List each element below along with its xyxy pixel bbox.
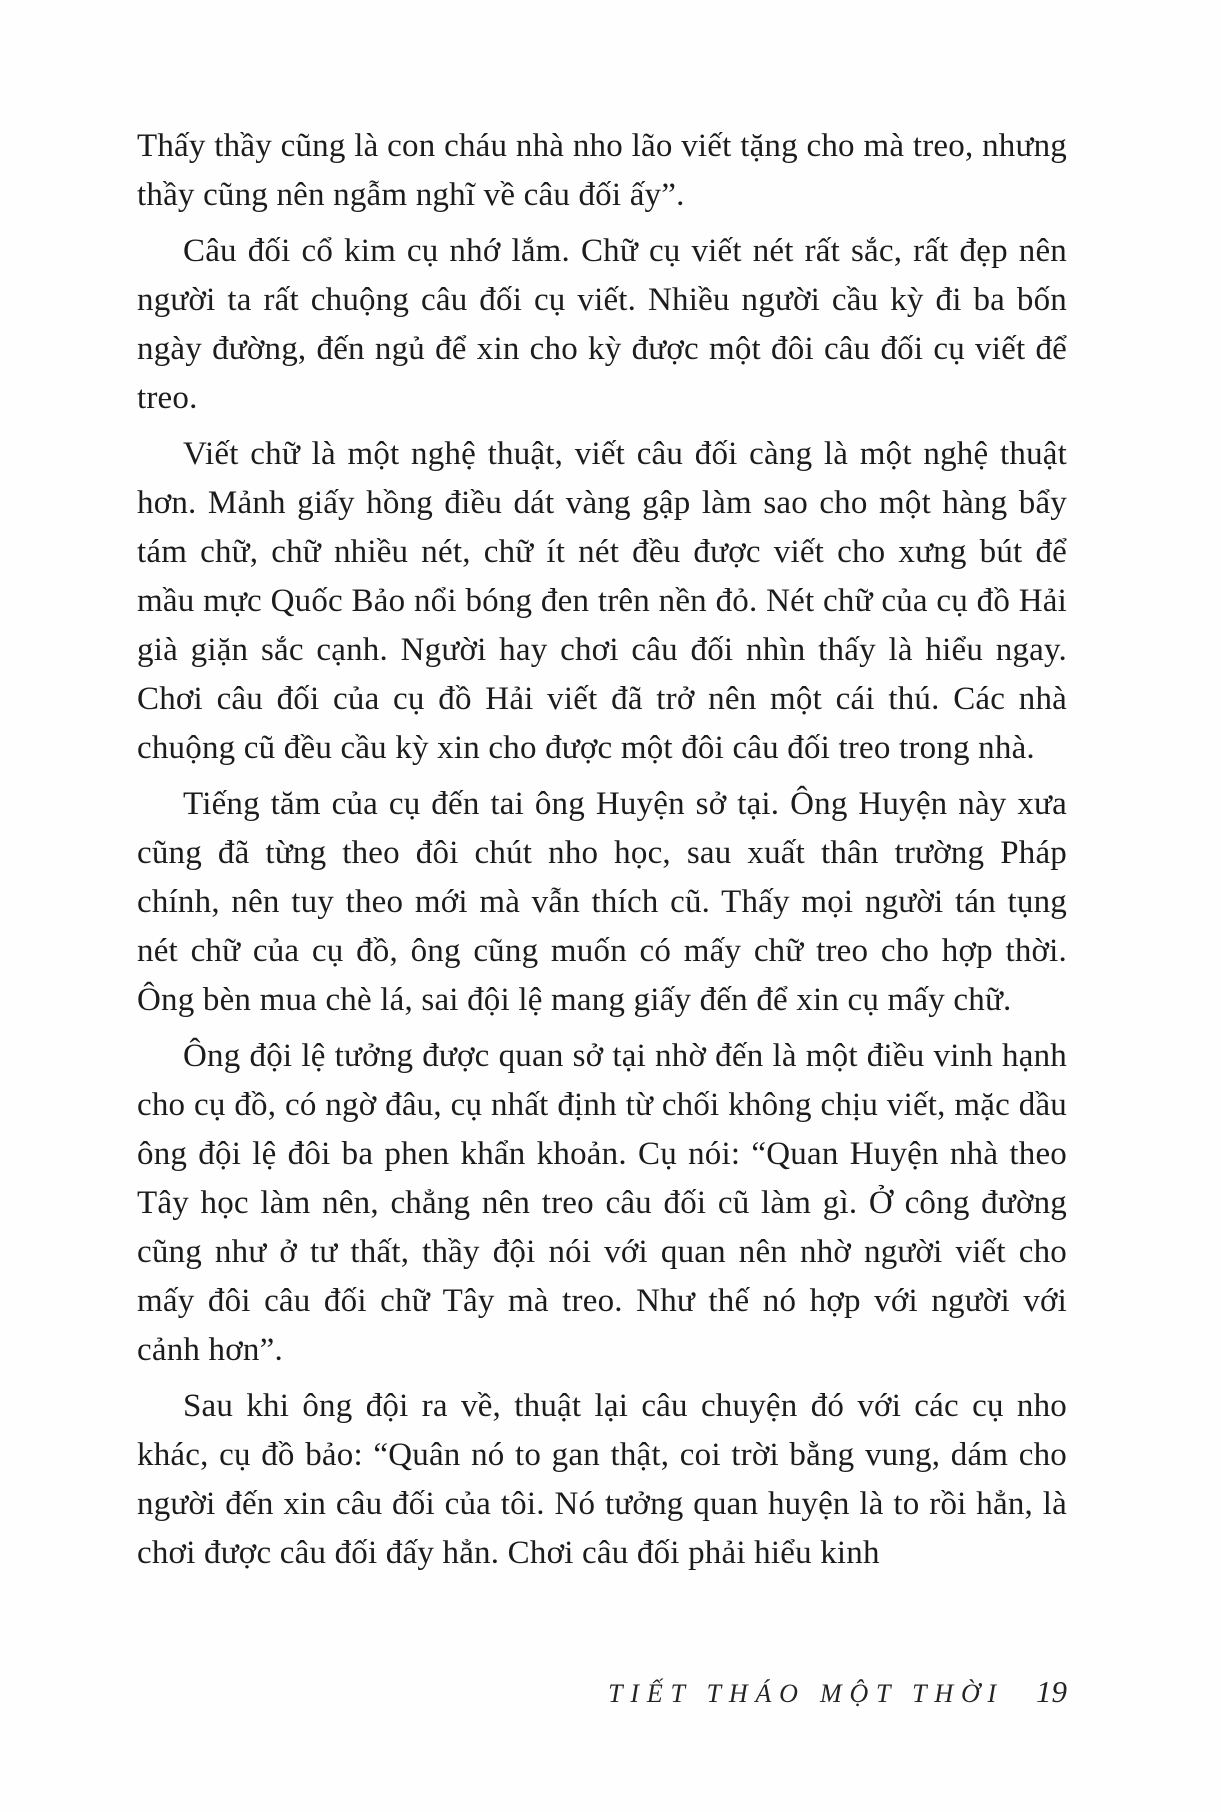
page-body — [137, 122, 1067, 1578]
page-number: 19 — [1036, 1674, 1067, 1709]
body-paragraph: Tiếng tăm của cụ đến tai ông Huyện sở tại. Ông Huyện này xưa cũng đã từng theo đôi chút nho học, sau xuất thân trường Pháp chính, nên tuy theo mới mà vẫn thích cũ. Thấy mọi người tán tụng nét chữ của cụ đồ, ông cũng muốn có mấy chữ treo cho hợp thời. Ông bèn mua chè lá, sai đội lệ mang giấy đến để xin cụ mấy chữ. — [137, 786, 1067, 1018]
body-paragraph: Ông đội lệ tưởng được quan sở tại nhờ đến là một điều vinh hạnh cho cụ đồ, có ngờ đâu, cụ nhất định từ chối không chịu viết, mặc dầu ông đội lệ đôi ba phen khẩn khoản. Cụ nói: “Quan Huyện nhà theo Tây học làm nên, chẳng nên treo câu đối cũ làm gì. Ở công đường cũng như ở tư thất, thầy đội nói với quan nên nhờ người viết cho mấy đôi câu đối chữ Tây mà treo. Như thế nó hợp với người với cảnh hơn”. — [137, 1038, 1067, 1368]
body-paragraph: Sau khi ông đội ra về, thuật lại câu chuyện đó với các cụ nho khác, cụ đồ bảo: “Quân nó to gan thật, coi trời bằng vung, dám cho người đến xin câu đối của tôi. Nó tưởng quan huyện là to rồi hẳn, là chơi được câu đối đấy hẳn. Chơi câu đối phải hiểu kinh — [137, 1388, 1067, 1571]
body-paragraph: Thấy thầy cũng là con cháu nhà nho lão viết tặng cho mà treo, nhưng thầy cũng nên ngẫm nghĩ về câu đối ấy”. — [137, 128, 1067, 213]
body-paragraph: Câu đối cổ kim cụ nhớ lắm. Chữ cụ viết nét rất sắc, rất đẹp nên người ta rất chuộng câu đối cụ viết. Nhiều người cầu kỳ đi ba bốn ngày đường, đến ngủ để xin cho kỳ được một đôi câu đối cụ viết để treo. — [137, 233, 1067, 416]
running-title: TIẾT THÁO MỘT THỜI — [608, 1679, 1004, 1708]
body-paragraph: Viết chữ là một nghệ thuật, viết câu đối càng là một nghệ thuật hơn. Mảnh giấy hồng điều dát vàng gập làm sao cho một hàng bẩy tám chữ, chữ nhiều nét, chữ ít nét đều được viết cho xưng bút để mầu mực Quốc Bảo nổi bóng đen trên nền đỏ. Nét chữ của cụ đồ Hải già giặn sắc cạnh. Người hay chơi câu đối nhìn thấy là hiểu ngay. Chơi câu đối của cụ đồ Hải viết đã trở nên một cái thú. Các nhà chuộng cũ đều cầu kỳ xin cho được một đôi câu đối treo trong nhà. — [137, 436, 1067, 766]
page-footer — [137, 1674, 1067, 1710]
